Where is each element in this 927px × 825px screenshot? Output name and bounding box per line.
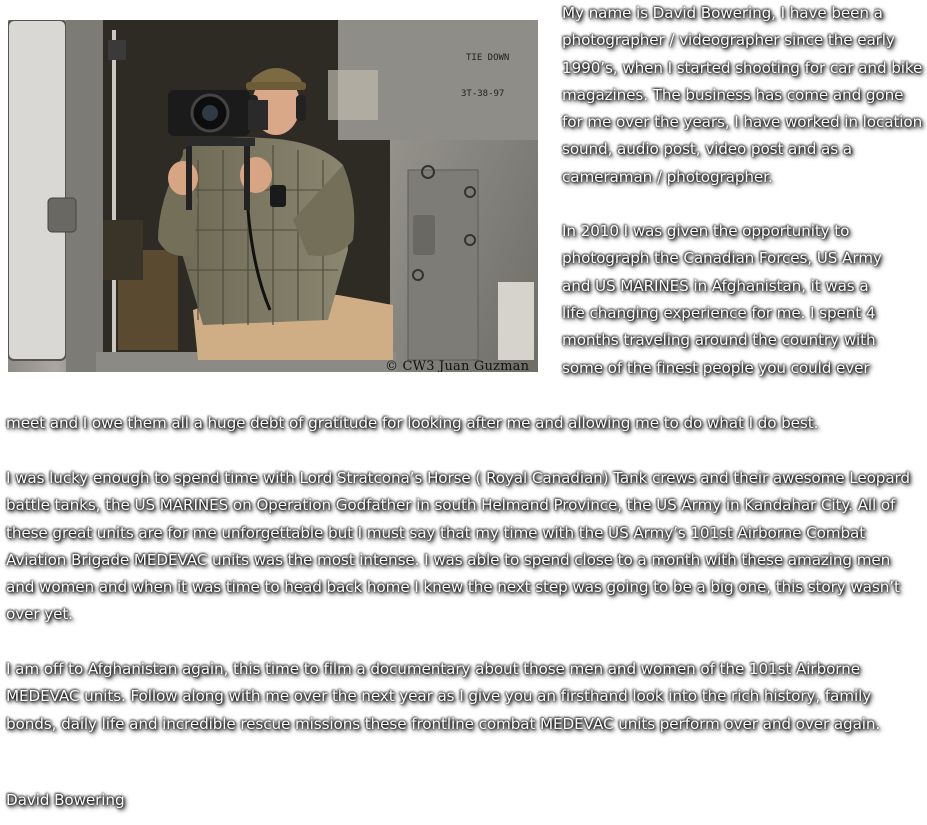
opportunity-line: months traveling around the country with [562, 331, 876, 350]
opportunity-paragraph-tail: meet and I owe them all a huge debt of gratitude for looking after me and allowing me to do what I do best. [6, 414, 819, 432]
opportunity-line: In 2010 I was given the opportunity to [562, 222, 850, 241]
profile-photo [8, 20, 538, 372]
stencil-text-2: 3T-38-97 [461, 89, 505, 99]
signature: David Bowering [6, 791, 125, 809]
opportunity-line: and US MARINES in Afghanistan, it was a [562, 276, 869, 295]
side-column [562, 0, 924, 382]
opportunity-line: photograph the Canadian Forces, US Army [562, 249, 882, 268]
intro-paragraph: My name is David Bowering, I have been a photographer / videographer since the early 1990’s, when I started shooting for car and bike magazines. The business has come and gone for me over the years, I have worked in location sound, audio post, video post and as a cameraman / photographer. [562, 4, 923, 186]
opportunity-line: some of the finest people you could ever [562, 358, 870, 377]
units-paragraph: I was lucky enough to spend time with Lord Stratcona’s Horse ( Royal Canadian) Tank crews and their awesome Leopard battle tanks, the US MARINES on Operation Godfather in south Helmand Province, the US Army in Kandahar City. All of these great units are for me unforgettable but I must say that my time with the US Army’s 101st Airborne Combat Aviation Brigade MEDEVAC units was the most intense. I was able to spend close to a month with these amazing men and women and when it was time to head back home I knew the next step was going to be a big one, this story wasn’t over yet. [6, 469, 910, 624]
documentary-paragraph: I am off to Afghanistan again, this time to film a documentary about those men and women of the 101st Airborne MEDEVAC units. Follow along with me over the next year as I give you an firsthand look into the rich history, family bonds, daily life and incredible rescue missions these frontline combat MEDEVAC units perform over and over again. [6, 660, 881, 733]
opportunity-paragraph-head [562, 218, 924, 382]
spacer [562, 191, 924, 218]
photo-illustration [8, 20, 538, 372]
stencil-text-1: TIE DOWN [466, 53, 510, 63]
opportunity-line: life changing experience for me. I spent 4 [562, 303, 876, 322]
photo-caption: © CW3 Juan Guzman [385, 359, 530, 372]
